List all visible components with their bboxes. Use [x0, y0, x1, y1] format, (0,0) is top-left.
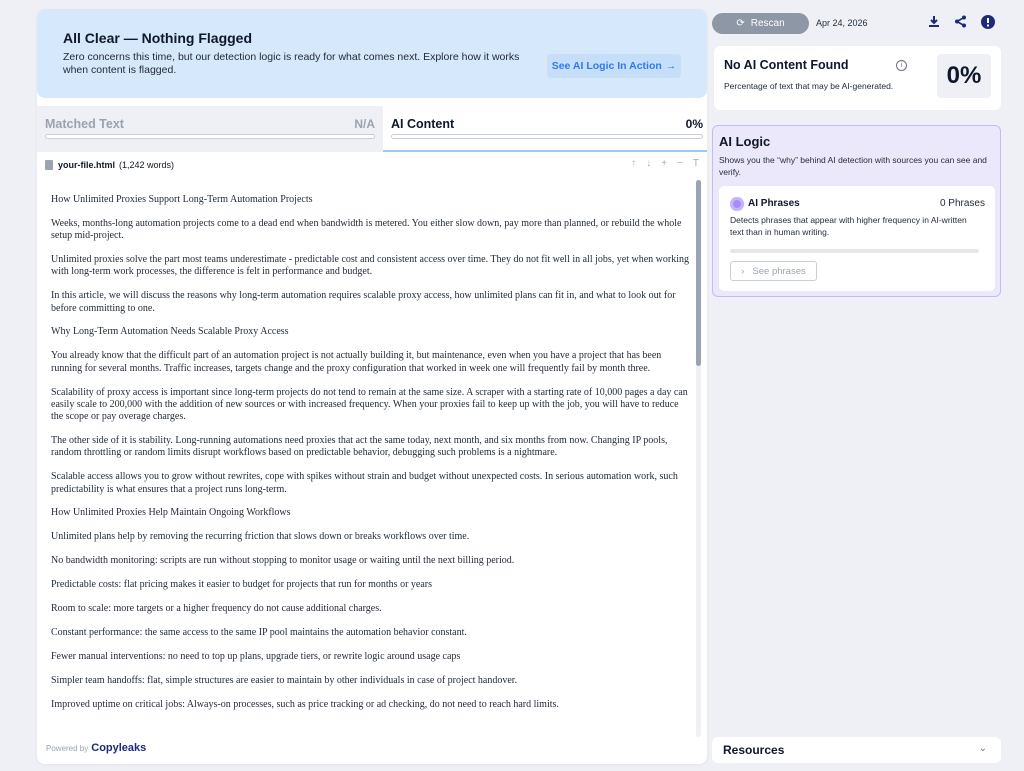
report-panel: [37, 9, 707, 764]
ai-phrases-description: Detects phrases that appear with higher frequency in AI-written text than in human writing.: [730, 215, 967, 237]
see-phrases-label: See phrases: [752, 265, 806, 277]
document-paragraph: The other side of it is stability. Long-running automations need proxies that act the same today, next month, and six months from now. Changing IP pools, random throttling or random limits disrupt workflows based on predictable behavior, debugging such problems is a nightmare.: [51, 435, 668, 459]
arrow-right-icon: →: [665, 60, 677, 72]
arrow-up-icon[interactable]: ↑: [631, 158, 637, 169]
ai-phrases-count: 0 Phrases: [939, 198, 985, 209]
ai-phrases-progress-bar: [730, 249, 979, 253]
summary-title: No AI Content Found: [724, 58, 849, 72]
document-list-item: Room to scale: more targets or a higher frequency do not cause additional charges.: [51, 602, 382, 614]
sparkle-icon: [730, 197, 744, 211]
text-format-icon[interactable]: T: [692, 158, 699, 169]
tab-ai-content-label: AI Content: [391, 117, 455, 131]
tab-matched-text-label: Matched Text: [45, 117, 124, 131]
zoom-out-icon[interactable]: −: [677, 158, 683, 169]
document-list-item: Predictable costs: flat pricing makes it easier to budget for projects that run for months or years: [51, 579, 433, 591]
result-tabs: [37, 106, 707, 152]
arrow-down-icon[interactable]: ↓: [646, 158, 652, 169]
share-icon[interactable]: [954, 15, 967, 31]
document-paragraph: Unlimited proxies solve the part most teams underestimate - predictable cost and consistent access over time. They do not fit well in all jobs, yet when working with long-term work processes, the difference is felt in performance and budget.: [51, 254, 689, 278]
document-list-item: No bandwidth monitoring: scripts are run without stopping to monitor usage or waiting until the next billing period.: [51, 555, 515, 567]
chevron-right-icon: ›: [741, 265, 745, 277]
file-toolbar: [631, 158, 699, 169]
resources-section[interactable]: [712, 737, 1001, 763]
document-heading: How Unlimited Proxies Help Maintain Ongoing Workflows: [51, 507, 291, 519]
document-heading: How Unlimited Proxies Support Long-Term Automation Projects: [51, 194, 313, 205]
document-list-item: Constant performance: the same access to the same IP pool maintains the automation behavior constant.: [51, 626, 467, 638]
document-content: [51, 194, 691, 739]
banner-title: All Clear — Nothing Flagged: [63, 30, 253, 46]
ai-content-progress-bar: [391, 134, 703, 139]
document-heading: Why Long-Term Automation Needs Scalable Proxy Access: [51, 326, 289, 338]
document-list-item: Fewer manual interventions: no need to top up plans, upgrade tiers, or rewrite logic around usage caps: [51, 650, 461, 662]
file-icon: [45, 160, 53, 170]
top-toolbar: [712, 13, 1001, 35]
all-clear-banner: [37, 9, 707, 98]
file-name: [58, 160, 174, 170]
matched-text-progress-bar: [45, 134, 375, 139]
tab-matched-text[interactable]: [37, 106, 379, 152]
see-ai-logic-button[interactable]: [547, 54, 681, 78]
document-list-item: Simpler team handoffs: flat, simple structures are easier to maintain by other individuals in case of project handover.: [51, 674, 518, 686]
document-list-item: Improved uptime on critical jobs: Always-on processes, such as price tracking or ad checking, do not need to reach hard limits.: [51, 698, 559, 710]
powered-by: [46, 742, 146, 754]
document-paragraph: Scalable access allows you to grow without rewrites, cope with spikes without strain and budget without unexpected costs. In serious automation work, such predictability is what ensures that a project runs long-term.: [51, 471, 678, 495]
ai-logic-card: [712, 125, 1001, 297]
tab-matched-text-value: N/A: [354, 117, 375, 131]
ai-summary-card: [714, 46, 1001, 110]
rescan-label: Rescan: [750, 18, 785, 29]
alert-icon[interactable]: [981, 15, 995, 32]
zoom-in-icon[interactable]: +: [661, 158, 668, 169]
summary-description: Percentage of text that may be AI-generated.: [724, 81, 894, 91]
rescan-button[interactable]: [712, 13, 809, 34]
document-paragraph: You already know that the difficult part of an automation project is not actually building it, but maintenance, even when you have a project that has been running for several months. Traffic increases, targets change and the proxy configuration that worked in week one will frequently fail by month three.: [51, 350, 662, 374]
see-ai-logic-label: See AI Logic In Action: [551, 60, 662, 72]
ai-logic-description: Shows you the “why” behind AI detection with sources you can see and verify.: [719, 155, 987, 177]
info-icon[interactable]: i: [896, 60, 907, 71]
powered-by-label: Powered by: [46, 743, 89, 753]
ai-percentage: 0%: [937, 54, 991, 98]
tab-ai-content-value: 0%: [685, 117, 703, 131]
document-paragraph: In this article, we will discuss the reasons why long-term automation requires scalable proxy access, how unlimited plans can fit in, and what to look out for before committing to one.: [51, 290, 676, 314]
resources-title: Resources: [723, 743, 785, 757]
scrollbar-thumb[interactable]: [696, 180, 701, 366]
ai-logic-title: AI Logic: [719, 134, 771, 149]
ai-phrases-title: AI Phrases: [748, 198, 800, 209]
tab-ai-content[interactable]: [383, 106, 707, 152]
scan-date: Apr 24, 2026: [816, 18, 868, 28]
chevron-down-icon[interactable]: ⌄: [978, 743, 987, 754]
see-phrases-button[interactable]: [730, 261, 817, 281]
file-word-count: (1,242 words): [119, 160, 175, 170]
file-name-text: your-file.html: [58, 160, 116, 170]
document-paragraph: Scalability of proxy access is important since long-term projects do not tend to remain at the same size. A scraper with a starting rate of 10,000 pages a day can easily scale to 200,000 with the addition of new sources or with increased frequency. When your proxies fail to keep up with the job, you will have to reduce the scope or pay overage charges.: [51, 386, 688, 423]
banner-description: Zero concerns this time, but our detection logic is ready for what comes next. Explore how it works when content is flagged.: [63, 51, 520, 76]
document-paragraph: Unlimited plans help by removing the recurring friction that slows down or breaks workflows over time.: [51, 531, 470, 543]
file-header: [37, 152, 707, 180]
ai-phrases-card: [719, 186, 995, 291]
copyleaks-logo: Copyleaks: [91, 742, 147, 754]
download-icon[interactable]: [928, 15, 940, 31]
document-paragraph: Weeks, months-long automation projects come to a dead end when bandwidth is metered. You either slow down, pay more than planned, or rebuild the whole setup mid-project.: [51, 217, 682, 242]
refresh-icon: ⟳: [736, 18, 745, 29]
